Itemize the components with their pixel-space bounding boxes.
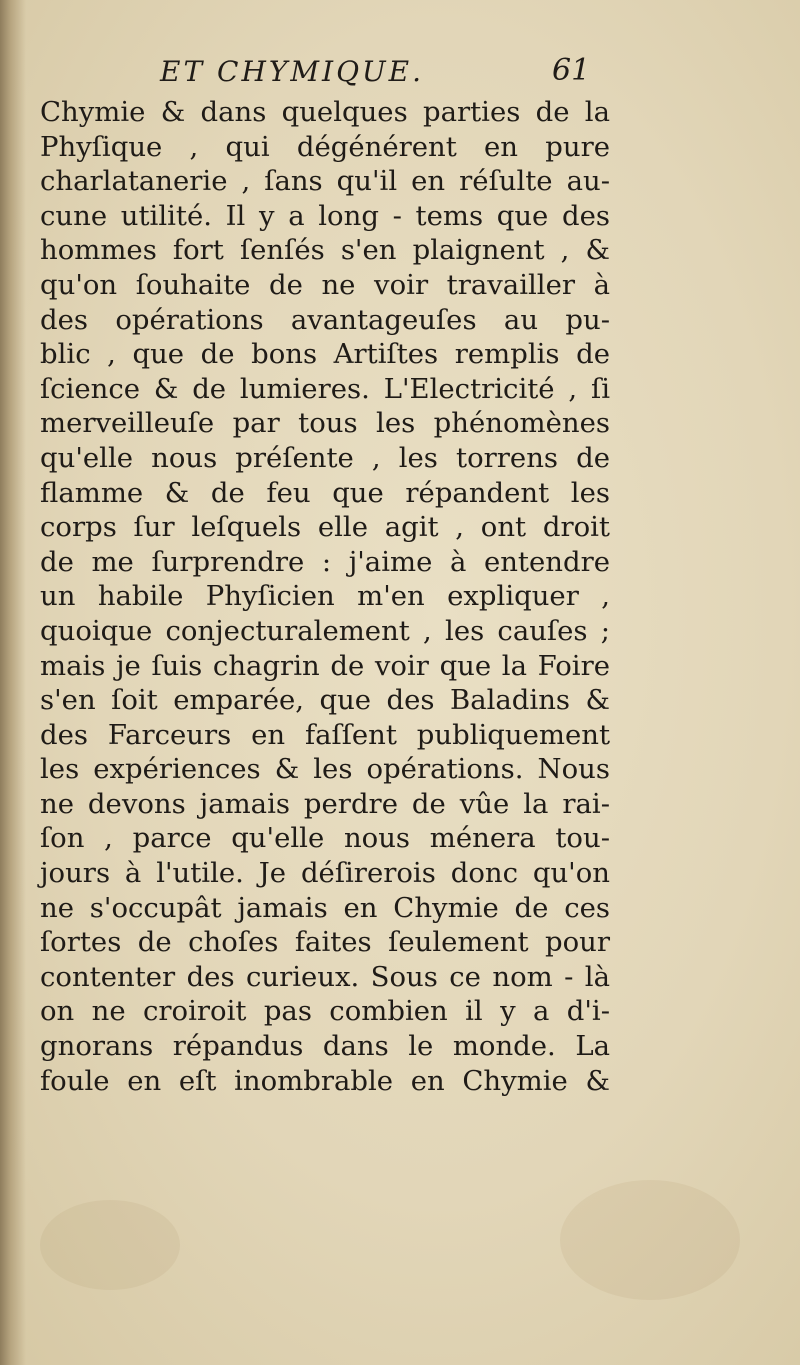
paper-stain: [560, 1180, 740, 1300]
text-line: charlatanerie , ſans qu'il en réſulte au-: [40, 165, 610, 198]
page-header: [0, 55, 800, 95]
text-line: des opérations avantageuſes au pu-: [40, 303, 610, 336]
text-line: mais je ſuis chagrin de voir que la Foire: [40, 649, 610, 682]
text-line: ſcience & de lumieres. L'Electricité , ſi: [40, 372, 610, 405]
text-line: contenter des curieux. Sous ce nom - là: [40, 960, 610, 993]
text-line: ne s'occupât jamais en Chymie de ces: [40, 891, 610, 924]
text-line: qu'elle nous préſente , les torrens de: [40, 441, 610, 474]
text-line: qu'on ſouhaite de ne voir travailler à: [40, 268, 610, 301]
text-line: foule en eſt inombrable en Chymie &: [40, 1064, 610, 1097]
text-line: les expériences & les opérations. Nous: [40, 753, 610, 786]
binding-gutter: [0, 0, 26, 1365]
paper-stain: [40, 1200, 180, 1290]
text-line: quoique conjecturalement , les cauſes ;: [40, 614, 610, 647]
text-line: ſortes de choſes faites ſeulement pour: [40, 926, 610, 959]
running-head: ET CHYMIQUE.: [160, 55, 424, 88]
text-line: Chymie & dans quelques parties de la: [40, 96, 610, 128]
text-line: corps ſur leſquels elle agit , ont droit: [40, 511, 610, 544]
text-line: gnorans répandus dans le monde. La: [40, 1030, 610, 1063]
text-line: jours à l'utile. Je déſirerois donc qu'on: [40, 857, 610, 890]
text-line: s'en ſoit emparée, que des Baladins &: [40, 684, 610, 717]
body-text: [40, 95, 610, 1098]
text-line: flamme & de feu que répandent les: [40, 476, 610, 509]
text-line: ne devons jamais perdre de vûe la rai-: [40, 787, 610, 820]
text-line: Phyſique , qui dégénérent en pure: [40, 130, 610, 163]
text-line: un habile Phyſicien m'en expliquer ,: [40, 580, 610, 613]
page-number: 61: [552, 53, 591, 88]
text-line: cune utilité. Il y a long - tems que des: [40, 199, 610, 232]
text-line: hommes fort ſenſés s'en plaignent , &: [40, 234, 610, 267]
text-line: des Farceurs en faſſent publiquement: [40, 718, 610, 751]
text-line: ſon , parce qu'elle nous ménera tou-: [40, 822, 610, 855]
text-line: blic , que de bons Artiſtes remplis de: [40, 338, 610, 371]
text-line: on ne croiroit pas combien il y a d'i-: [40, 995, 610, 1028]
text-line: de me ſurprendre : j'aime à entendre: [40, 545, 610, 578]
text-line: merveilleuſe par tous les phénomènes: [40, 407, 610, 440]
